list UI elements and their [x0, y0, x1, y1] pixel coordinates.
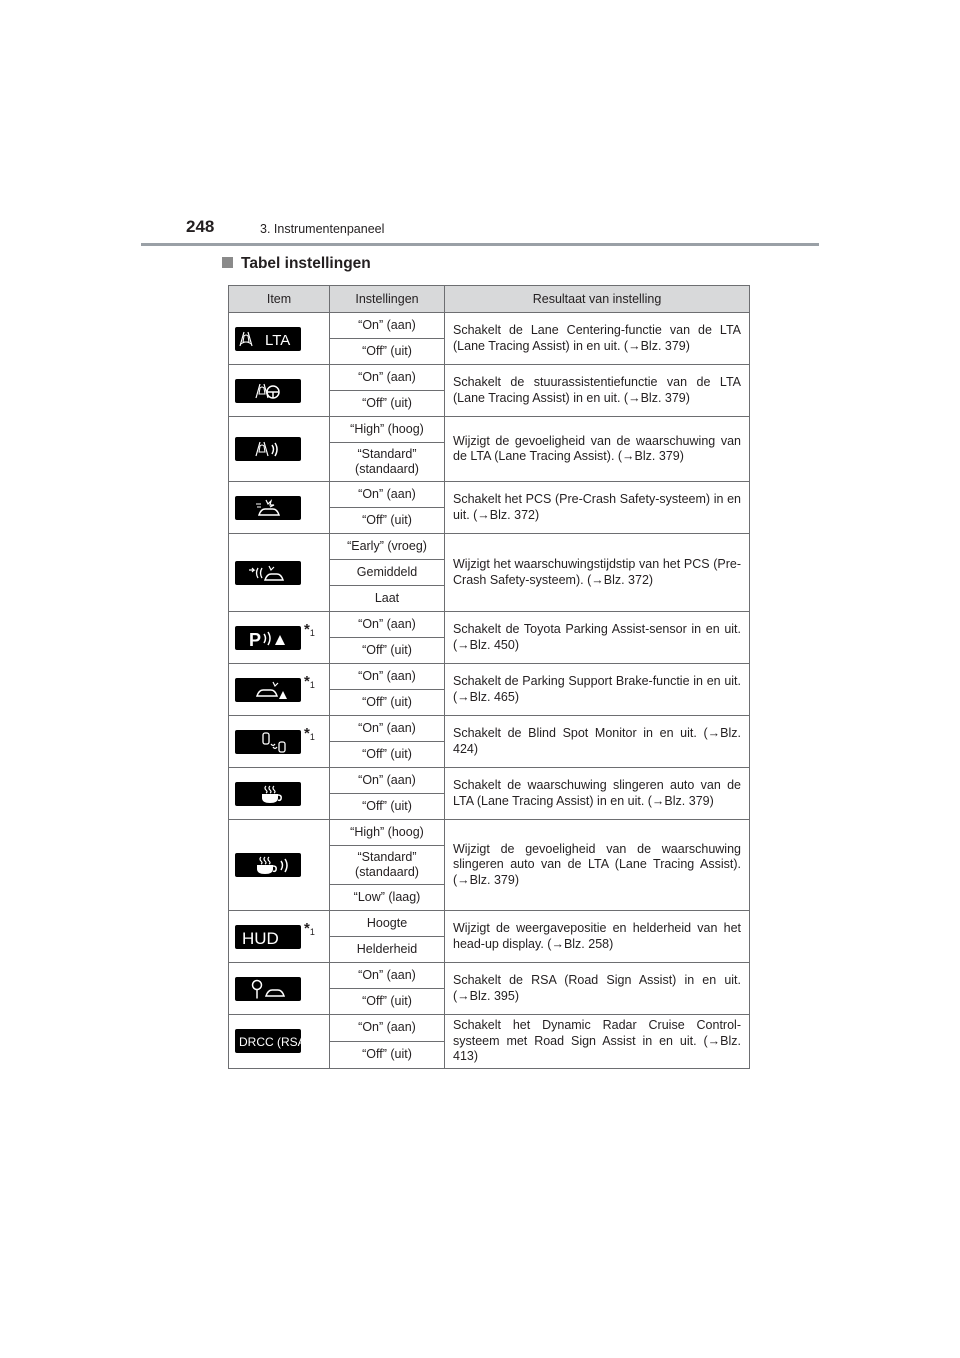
svg-text:P: P: [249, 629, 262, 650]
table-row: [229, 417, 750, 443]
icon-text: DRCC (RSA): [239, 1035, 310, 1050]
table-row: [229, 365, 750, 391]
col-header-result: Resultaat van instelling: [445, 286, 750, 313]
footnote-star: *: [304, 725, 310, 742]
item-cell: [229, 1015, 330, 1069]
setting-cell: “Low” (laag): [330, 885, 445, 911]
table-row: [229, 820, 750, 846]
setting-cell: “Standard” (standaard): [330, 846, 445, 885]
setting-cell: “On” (aan): [330, 365, 445, 391]
item-cell: [229, 768, 330, 820]
icon-text: LTA: [265, 331, 291, 349]
table-row: [229, 911, 750, 937]
footnote-number: 1: [309, 927, 315, 937]
footnote-star: *: [304, 920, 310, 937]
table-row: [229, 664, 750, 690]
coffee-cup-icon: [235, 782, 301, 806]
item-cell: [229, 612, 330, 664]
col-header-item: Item: [229, 286, 330, 313]
result-cell: Schakelt de Blind Spot Monitor in en uit. (→Blz. 424): [445, 716, 750, 768]
result-cell: Schakelt de Toyota Parking Assist-sensor in en uit. (→Blz. 450): [445, 612, 750, 664]
footnote-marker: [304, 920, 315, 938]
setting-cell: “On” (aan): [330, 1015, 445, 1042]
coffee-sensitivity-icon: [235, 853, 301, 877]
hud-icon: [235, 925, 301, 949]
setting-cell: “On” (aan): [330, 768, 445, 794]
setting-cell: “Off” (uit): [330, 391, 445, 417]
item-cell: [229, 534, 330, 612]
setting-cell: “Off” (uit): [330, 508, 445, 534]
table-row: [229, 963, 750, 989]
setting-cell: “On” (aan): [330, 664, 445, 690]
setting-cell: Helderheid: [330, 937, 445, 963]
result-cell: Wijzigt de weergavepositie en helderheid van het head-up display. (→Blz. 258): [445, 911, 750, 963]
result-cell: Wijzigt de gevoeligheid van de waarschuwing slingeren auto van de LTA (Lane Tracing Assist). (→Blz. 379): [445, 820, 750, 911]
footnote-marker: [304, 673, 315, 691]
section-title-text: Tabel instellingen: [241, 255, 371, 272]
footnote-number: 1: [309, 628, 315, 638]
footnote-number: 1: [309, 680, 315, 690]
item-cell: [229, 963, 330, 1015]
result-cell: Wijzigt de gevoeligheid van de waarschuwing van de LTA (Lane Tracing Assist). (→Blz. 379): [445, 417, 750, 482]
blind-spot-icon: [235, 730, 301, 754]
setting-cell: “Early” (vroeg): [330, 534, 445, 560]
table-body: [229, 313, 750, 1069]
item-cell: [229, 417, 330, 482]
setting-cell: “Off” (uit): [330, 1041, 445, 1068]
setting-cell: “Off” (uit): [330, 690, 445, 716]
item-cell: [229, 482, 330, 534]
result-cell: Schakelt het PCS (Pre-Crash Safety-systeem) in en uit. (→Blz. 372): [445, 482, 750, 534]
result-cell: Schakelt het Dynamic Radar Cruise Control-systeem met Road Sign Assist in en uit. (→Blz. 413): [445, 1015, 750, 1069]
setting-cell: “High” (hoog): [330, 820, 445, 846]
table-row: [229, 313, 750, 339]
item-cell: [229, 716, 330, 768]
footnote-marker: [304, 621, 315, 639]
drcc-rsa-icon: [235, 1029, 310, 1053]
item-cell: [229, 365, 330, 417]
setting-cell: “On” (aan): [330, 963, 445, 989]
setting-cell: “High” (hoog): [330, 417, 445, 443]
result-cell: Schakelt de stuurassistentiefunctie van de LTA (Lane Tracing Assist) in en uit. (→Blz. 379): [445, 365, 750, 417]
setting-cell: “On” (aan): [330, 612, 445, 638]
steering-assist-icon: [235, 379, 301, 403]
footnote-number: 1: [309, 732, 315, 742]
setting-cell: “Off” (uit): [330, 794, 445, 820]
lta-sensitivity-icon: [235, 437, 301, 461]
setting-cell: “On” (aan): [330, 482, 445, 508]
page-number: 248: [186, 217, 215, 236]
chapter-title: 3. Instrumentenpaneel: [260, 222, 385, 236]
setting-cell: “On” (aan): [330, 313, 445, 339]
setting-cell: Laat: [330, 586, 445, 612]
pcs-timing-icon: [235, 561, 301, 585]
table-row: [229, 612, 750, 638]
setting-cell: “Standard” (standaard): [330, 443, 445, 482]
result-cell: Wijzigt het waarschuwingstijdstip van het PCS (Pre-Crash Safety-systeem). (→Blz. 372): [445, 534, 750, 612]
table-row: [229, 534, 750, 560]
setting-cell: “On” (aan): [330, 716, 445, 742]
item-cell: [229, 313, 330, 365]
footnote-star: *: [304, 621, 310, 638]
pcs-icon: [235, 496, 301, 520]
setting-cell: “Off” (uit): [330, 339, 445, 365]
section-bullet-icon: [222, 257, 233, 268]
result-cell: Schakelt de RSA (Road Sign Assist) in en uit. (→Blz. 395): [445, 963, 750, 1015]
setting-cell: “Off” (uit): [330, 638, 445, 664]
item-cell: [229, 664, 330, 716]
result-cell: Schakelt de waarschuwing slingeren auto van de LTA (Lane Tracing Assist) in en uit. (→Blz. 379): [445, 768, 750, 820]
icon-text: HUD: [242, 928, 279, 948]
result-cell: Schakelt de Parking Support Brake-functie in en uit. (→Blz. 465): [445, 664, 750, 716]
parking-assist-icon: [235, 626, 301, 650]
table-row: [229, 716, 750, 742]
section-title: [222, 255, 371, 273]
settings-table: [228, 285, 750, 1069]
item-cell: [229, 820, 330, 911]
result-cell: Schakelt de Lane Centering-functie van de LTA (Lane Tracing Assist) in en uit. (→Blz. 379): [445, 313, 750, 365]
setting-cell: “Off” (uit): [330, 742, 445, 768]
item-cell: [229, 911, 330, 963]
setting-cell: Gemiddeld: [330, 560, 445, 586]
header-rule: [141, 243, 819, 246]
footnote-marker: [304, 725, 315, 743]
col-header-settings: Instellingen: [330, 286, 445, 313]
setting-cell: Hoogte: [330, 911, 445, 937]
table-row: [229, 1015, 750, 1042]
road-sign-assist-icon: [235, 977, 301, 1001]
setting-cell: “Off” (uit): [330, 989, 445, 1015]
table-header-row: [229, 286, 750, 313]
parking-brake-icon: [235, 678, 301, 702]
table-row: [229, 482, 750, 508]
table-row: [229, 768, 750, 794]
footnote-star: *: [304, 673, 310, 690]
lta-icon: [235, 327, 301, 351]
